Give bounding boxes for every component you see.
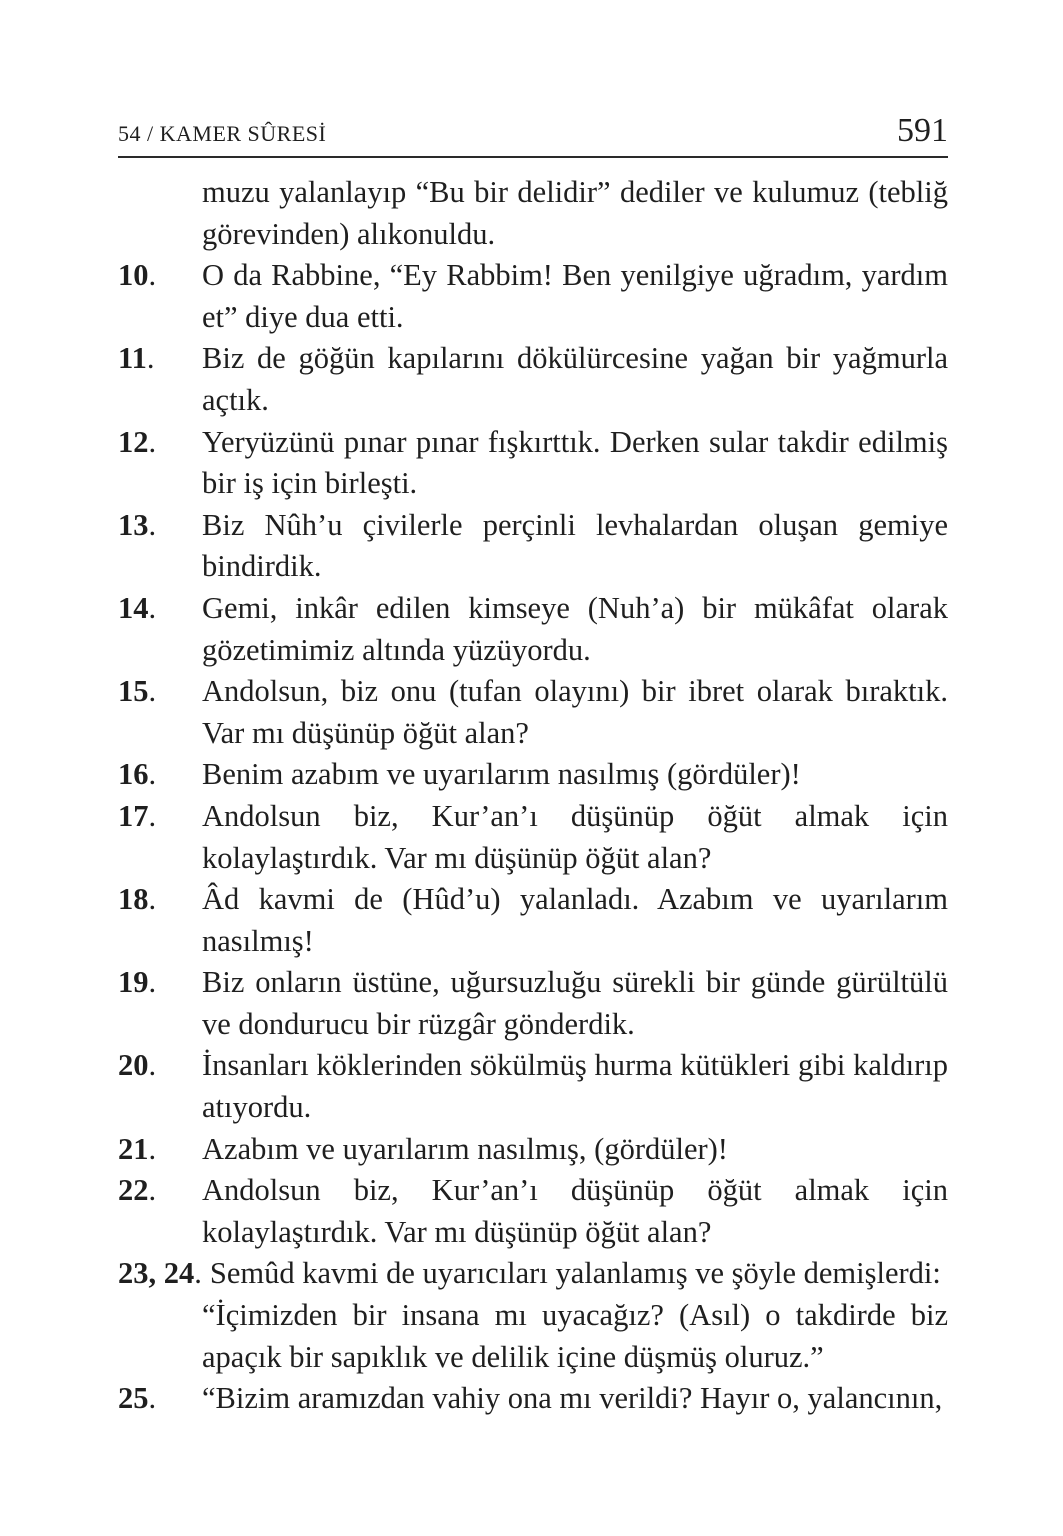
verse-16 bbox=[118, 754, 948, 796]
verse-number-digits: 23, 24 bbox=[118, 1256, 195, 1291]
verse-text: Benim azabım ve uyarılarım nasılmış (gördüler)! bbox=[202, 757, 801, 792]
continuation-text: muzu yalanlayıp “Bu bir delidir” dediler ve kulumuz (tebliğ görevinden) alıkonuldu. bbox=[202, 175, 948, 251]
verse-21 bbox=[118, 1129, 948, 1171]
verse-22 bbox=[118, 1170, 948, 1253]
verse-text: Andolsun, biz onu (tufan olayını) bir ibret olarak bıraktık. Var mı düşünüp öğüt alan? bbox=[202, 674, 948, 750]
verse-text: Biz onların üstüne, uğursuzluğu sürekli bir günde gürültülü ve dondurucu bir rüzgâr gönderdik. bbox=[202, 965, 948, 1041]
verse-25 bbox=[118, 1378, 948, 1420]
verse-number-digits: 16 bbox=[118, 757, 149, 792]
verse-number: 21. bbox=[118, 1131, 157, 1166]
verse-23-24-first-line bbox=[118, 1253, 948, 1295]
page-header bbox=[118, 112, 948, 158]
verse-10 bbox=[118, 255, 948, 338]
verse-number-digits: 15 bbox=[118, 674, 149, 709]
verse-number-digits: 22 bbox=[118, 1173, 149, 1208]
verse-number-digits: 25 bbox=[118, 1381, 149, 1416]
verse-number-digits: 21 bbox=[118, 1131, 149, 1166]
verse-number-digits: 13 bbox=[118, 507, 149, 542]
verse-13 bbox=[118, 505, 948, 588]
verse-15 bbox=[118, 671, 948, 754]
verse-text: Yeryüzünü pınar pınar fışkırttık. Derken sular takdir edilmiş bir iş için birleşti. bbox=[202, 424, 948, 501]
verse-18 bbox=[118, 879, 948, 962]
page-content bbox=[118, 172, 948, 1420]
verse-text: Biz Nûh’u çivilerle perçinli levhalardan oluşan gemiye bindirdik. bbox=[202, 507, 948, 584]
verse-text: “Bizim aramızdan vahiy ona mı verildi? Hayır o, yalancının, bbox=[202, 1381, 943, 1416]
verse-number: 17. bbox=[118, 798, 157, 833]
verse-number: 19. bbox=[118, 965, 157, 1000]
verse-17 bbox=[118, 796, 948, 879]
verse-number-digits: 14 bbox=[118, 590, 149, 625]
verse-number-digits: 20 bbox=[118, 1048, 149, 1083]
verse-23-24 bbox=[118, 1253, 948, 1378]
verse-text: Biz de göğün kapılarını dökülürcesine yağan bir yağmurla açtık. bbox=[202, 341, 948, 417]
verse-number: 23, 24. bbox=[118, 1256, 202, 1291]
verse-number: 15. bbox=[118, 674, 157, 709]
verse-number: 11. bbox=[118, 341, 155, 376]
verse-text-continued: “İçimizden bir insana mı uyacağız? (Asıl) o takdirde biz apaçık bir sapıklık ve delilik içine düşmüş oluruz.” bbox=[202, 1298, 948, 1374]
verse-number-digits: 10 bbox=[118, 258, 149, 293]
verse-text: Âd kavmi de (Hûd’u) yalanladı. Azabım ve uyarılarım nasılmış! bbox=[202, 882, 948, 958]
verse-number-digits: 17 bbox=[118, 798, 149, 833]
verse-text: Semûd kavmi de uyarıcıları yalanlamış ve şöyle demişlerdi: bbox=[209, 1256, 941, 1291]
verse-14 bbox=[118, 588, 948, 671]
verse-20 bbox=[118, 1045, 948, 1128]
verse-number: 10. bbox=[118, 258, 157, 293]
verse-number-digits: 19 bbox=[118, 965, 149, 1000]
verse-number: 13. bbox=[118, 507, 157, 542]
verse-12 bbox=[118, 422, 948, 505]
verse-number-digits: 11 bbox=[118, 341, 147, 376]
running-head: 54 / KAMER SÛRESİ bbox=[118, 121, 327, 146]
verse-number: 12. bbox=[118, 424, 157, 459]
verse-11 bbox=[118, 338, 948, 421]
verse-number: 22. bbox=[118, 1173, 157, 1208]
verse-number-digits: 12 bbox=[118, 424, 149, 459]
verse-number: 20. bbox=[118, 1048, 157, 1083]
verse-number: 16. bbox=[118, 757, 157, 792]
verse-text: O da Rabbine, “Ey Rabbim! Ben yenilgiye uğradım, yardım et” diye dua etti. bbox=[202, 258, 948, 334]
verse-number-digits: 18 bbox=[118, 882, 149, 917]
page-number: 591 bbox=[897, 112, 948, 149]
verse-19 bbox=[118, 962, 948, 1045]
verse-text: Azabım ve uyarılarım nasılmış, (gördüler)! bbox=[202, 1131, 728, 1166]
verse-text: Andolsun biz, Kur’an’ı düşünüp öğüt almak için kolaylaştırdık. Var mı düşünüp öğüt alan? bbox=[202, 798, 948, 875]
verse-text: Gemi, inkâr edilen kimseye (Nuh’a) bir mükâfat olarak gözetimimiz altında yüzüyordu. bbox=[202, 590, 948, 667]
book-page bbox=[118, 112, 948, 1420]
verse-text: Andolsun biz, Kur’an’ı düşünüp öğüt almak için kolaylaştırdık. Var mı düşünüp öğüt alan? bbox=[202, 1173, 948, 1249]
verse-number: 18. bbox=[118, 882, 157, 917]
verse-number: 14. bbox=[118, 590, 157, 625]
verse-text: İnsanları köklerinden sökülmüş hurma kütükleri gibi kaldırıp atıyordu. bbox=[202, 1048, 948, 1125]
verse-number: 25. bbox=[118, 1381, 157, 1416]
